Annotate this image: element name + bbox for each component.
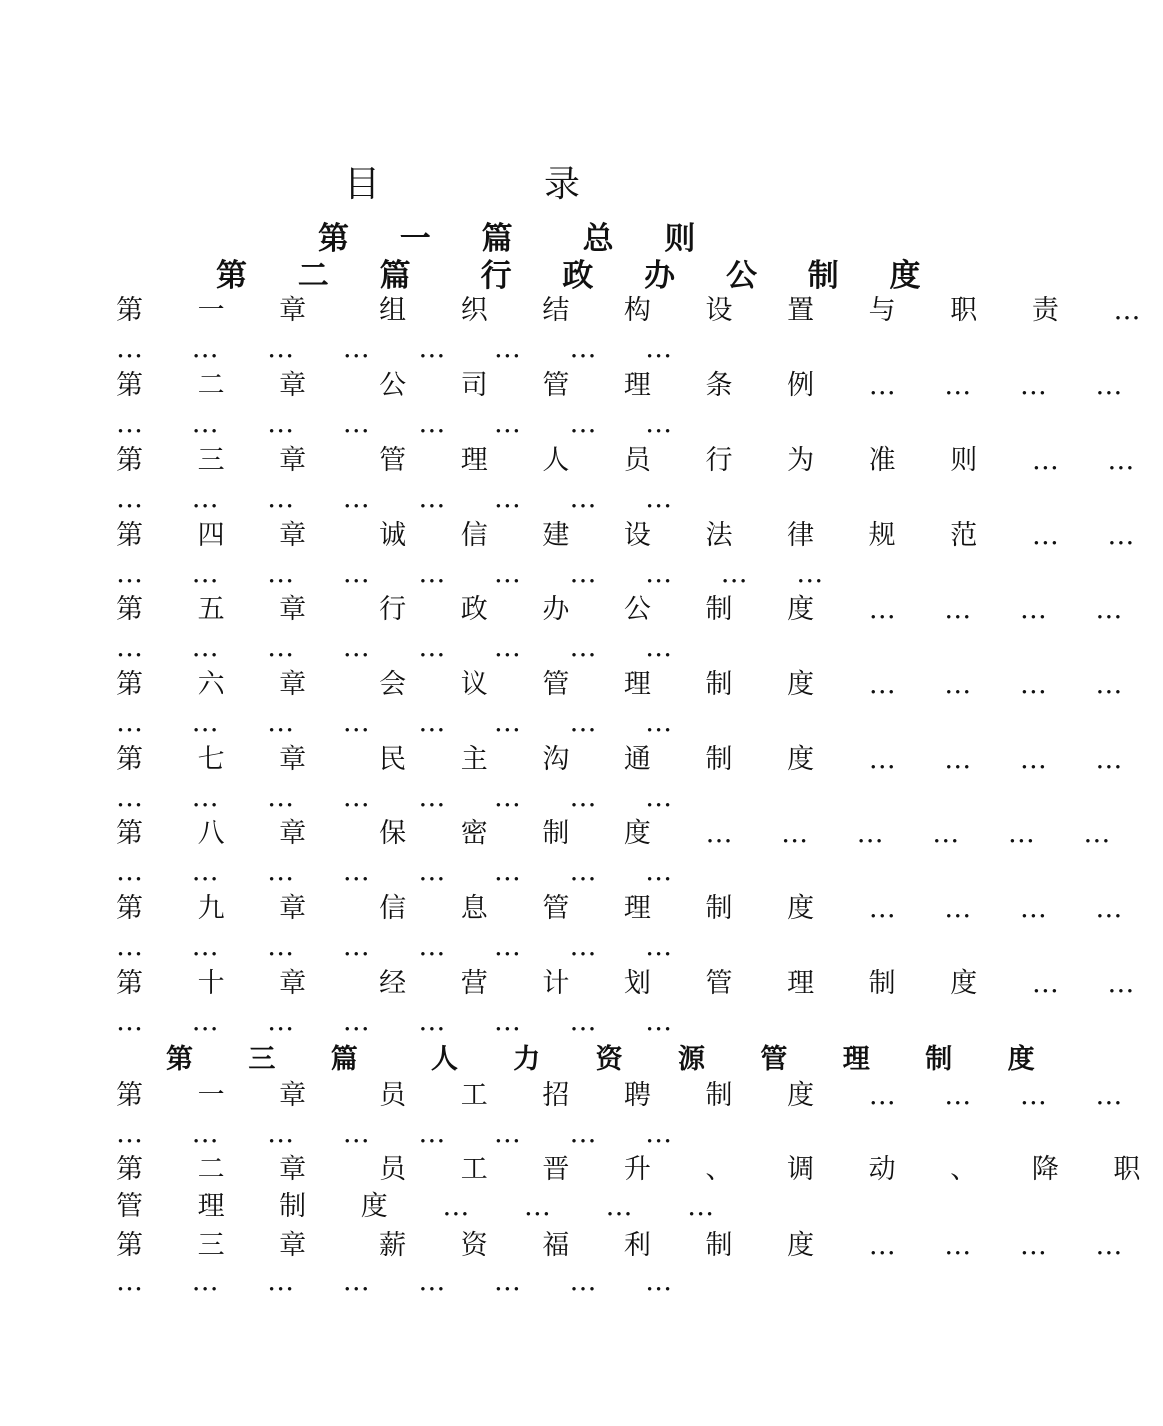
leader-dots-continuation: … … … … … … … …	[116, 483, 693, 514]
chapter-label: 第 七 章	[116, 744, 330, 775]
leader-dots-continuation: … … … … … … … …	[116, 1006, 693, 1037]
toc-entry[interactable]	[116, 891, 1143, 927]
chapter-label: 第 二 章	[116, 1154, 330, 1185]
title-continuation: 管 理 制 度 … … … …	[116, 1191, 738, 1222]
chapter-label: 第 二 章	[116, 370, 330, 401]
leader-dots: … …	[1031, 520, 1155, 551]
toc-entry[interactable]	[116, 1078, 1143, 1114]
chapter-label: 第 三 章	[116, 445, 330, 476]
toc-entry[interactable]	[116, 816, 1131, 852]
part-label: 第 一 篇	[318, 221, 533, 257]
leader-dots-continuation: … … … … … … … …	[116, 1118, 693, 1149]
leader-dots: … … … … … …	[705, 818, 1131, 849]
leader-dots: … …	[1031, 968, 1155, 999]
toc-title	[330, 156, 600, 206]
part-heading-3[interactable]	[166, 1040, 1058, 1080]
chapter-title: 管 理 人 员 行 为 准 则	[379, 445, 1001, 476]
leader-dots: …	[1113, 295, 1161, 326]
leader-dots: … … … …	[868, 370, 1143, 401]
part-heading-1[interactable]	[318, 219, 715, 259]
leader-dots-continuation: … … … … … … … …	[116, 856, 693, 887]
toc-entry[interactable]	[116, 368, 1143, 404]
chapter-label: 第 十 章	[116, 968, 330, 999]
chapter-label: 第 一 章	[116, 1080, 330, 1111]
chapter-label: 第 九 章	[116, 893, 330, 924]
leader-dots-continuation: … … … … … … … …	[116, 1266, 693, 1297]
chapter-label: 第 四 章	[116, 520, 330, 551]
chapter-title: 会 议 管 理 制 度	[379, 669, 838, 700]
toc-entry[interactable]	[116, 293, 1161, 329]
part-heading-2[interactable]	[216, 256, 941, 296]
title-char-left: 目	[344, 164, 381, 205]
chapter-title: 经 营 计 划 管 理 制 度	[379, 968, 1001, 999]
leader-dots-continuation: … … … … … … … …	[116, 931, 693, 962]
leader-dots: … … … …	[868, 669, 1143, 700]
toc-entry[interactable]	[116, 667, 1143, 703]
toc-entry[interactable]	[116, 592, 1143, 628]
toc-entry[interactable]	[116, 518, 1155, 554]
part-name: 人 力 资 源 管 理 制 度	[430, 1044, 1058, 1075]
leader-dots-continuation: … … … … … … … …	[116, 333, 693, 364]
chapter-title: 组 织 结 构 设 置 与 职 责	[379, 295, 1082, 326]
chapter-label: 第 三 章	[116, 1230, 330, 1261]
leader-dots-continuation: … … … … … … … …	[116, 632, 693, 663]
leader-dots: … …	[1031, 445, 1155, 476]
part-name: 总 则	[582, 221, 716, 257]
chapter-label: 第 一 章	[116, 295, 330, 326]
chapter-title: 民 主 沟 通 制 度	[379, 744, 838, 775]
toc-entry[interactable]	[116, 966, 1155, 1002]
leader-dots-continuation: … … … … … … … …	[116, 782, 693, 813]
toc-entry[interactable]	[116, 742, 1143, 778]
leader-dots: … … … …	[868, 744, 1143, 775]
leader-dots: … … … …	[868, 1080, 1143, 1111]
chapter-label: 第 八 章	[116, 818, 330, 849]
toc-entry[interactable]	[116, 1152, 1163, 1188]
chapter-label: 第 六 章	[116, 669, 330, 700]
part-label: 第 二 篇	[216, 258, 431, 294]
chapter-label: 第 五 章	[116, 594, 330, 625]
leader-dots: … … … …	[868, 893, 1143, 924]
leader-dots: … … … …	[868, 594, 1143, 625]
leader-dots-continuation: … … … … … … … …	[116, 408, 693, 439]
title-char-right: 录	[544, 164, 581, 205]
leader-dots-continuation: … … … … … … … …	[116, 707, 693, 738]
leader-dots-continuation: … … … … … … … … … …	[116, 558, 844, 589]
chapter-title: 保 密 制 度	[379, 818, 674, 849]
chapter-title: 诚 信 建 设 法 律 规 范	[379, 520, 1001, 551]
chapter-title: 员 工 晋 升 、 调 动 、 降 职	[379, 1154, 1163, 1185]
chapter-title: 行 政 办 公 制 度	[379, 594, 838, 625]
toc-entry[interactable]	[116, 1228, 1143, 1264]
chapter-title: 薪 资 福 利 制 度	[379, 1230, 838, 1261]
chapter-title: 信 息 管 理 制 度	[379, 893, 838, 924]
part-label: 第 三 篇	[166, 1044, 381, 1075]
chapter-title: 公 司 管 理 条 例	[379, 370, 838, 401]
chapter-title: 员 工 招 聘 制 度	[379, 1080, 838, 1111]
part-name: 行 政 办 公 制 度	[480, 258, 941, 294]
toc-entry[interactable]	[116, 443, 1155, 479]
leader-dots: … … … …	[868, 1230, 1143, 1261]
